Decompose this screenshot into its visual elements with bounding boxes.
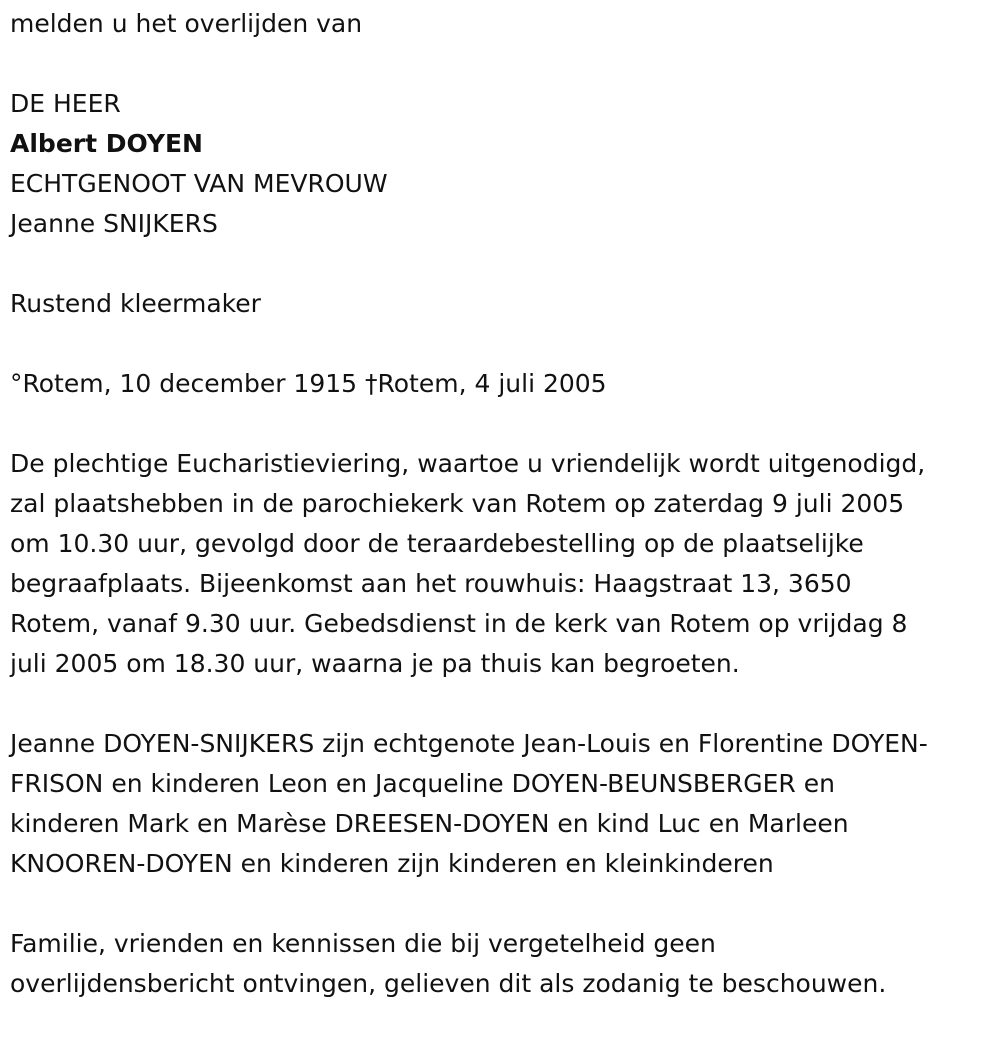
ceremony-line: zal plaatshebben in de parochiekerk van Rotem op zaterdag 9 juli 2005: [10, 489, 905, 518]
ceremony-paragraph: [10, 444, 990, 684]
family-paragraph: [10, 724, 990, 884]
deceased-name: Albert DOYEN: [10, 129, 203, 158]
intro-text: melden u het overlijden van: [10, 9, 363, 38]
closing-line: Familie, vrienden en kennissen die bij vergetelheid geen: [10, 929, 716, 958]
ceremony-line: begraafplaats. Bijeenkomst aan het rouwhuis: Haagstraat 13, 3650: [10, 569, 852, 598]
spouse-prefix: ECHTGENOOT VAN MEVROUW: [10, 169, 388, 198]
closing-paragraph: [10, 924, 990, 1004]
closing-line: overlijdensbericht ontvingen, gelieven dit als zodanig te beschouwen.: [10, 969, 887, 998]
spacer: [10, 244, 990, 284]
occupation: Rustend kleermaker: [10, 289, 261, 318]
spacer: [10, 404, 990, 444]
family-line: FRISON en kinderen Leon en Jacqueline DOYEN-BEUNSBERGER en: [10, 769, 835, 798]
birth-death-dates: °Rotem, 10 december 1915 †Rotem, 4 juli 2005: [10, 369, 607, 398]
spacer: [10, 884, 990, 924]
ceremony-line: juli 2005 om 18.30 uur, waarna je pa thuis kan begroeten.: [10, 649, 740, 678]
spacer: [10, 324, 990, 364]
spacer: [10, 44, 990, 84]
title-prefix: DE HEER: [10, 89, 121, 118]
spouse-name: Jeanne SNIJKERS: [10, 209, 218, 238]
ceremony-line: om 10.30 uur, gevolgd door de teraardebestelling op de plaatselijke: [10, 529, 864, 558]
family-line: Jeanne DOYEN-SNIJKERS zijn echtgenote Jean-Louis en Florentine DOYEN-: [10, 729, 928, 758]
ceremony-line: Rotem, vanaf 9.30 uur. Gebedsdienst in de kerk van Rotem op vrijdag 8: [10, 609, 908, 638]
ceremony-line: De plechtige Eucharistieviering, waartoe u vriendelijk wordt uitgenodigd,: [10, 449, 926, 478]
spacer: [10, 684, 990, 724]
family-line: KNOOREN-DOYEN en kinderen zijn kinderen en kleinkinderen: [10, 849, 774, 878]
family-line: kinderen Mark en Marèse DREESEN-DOYEN en kind Luc en Marleen: [10, 809, 849, 838]
